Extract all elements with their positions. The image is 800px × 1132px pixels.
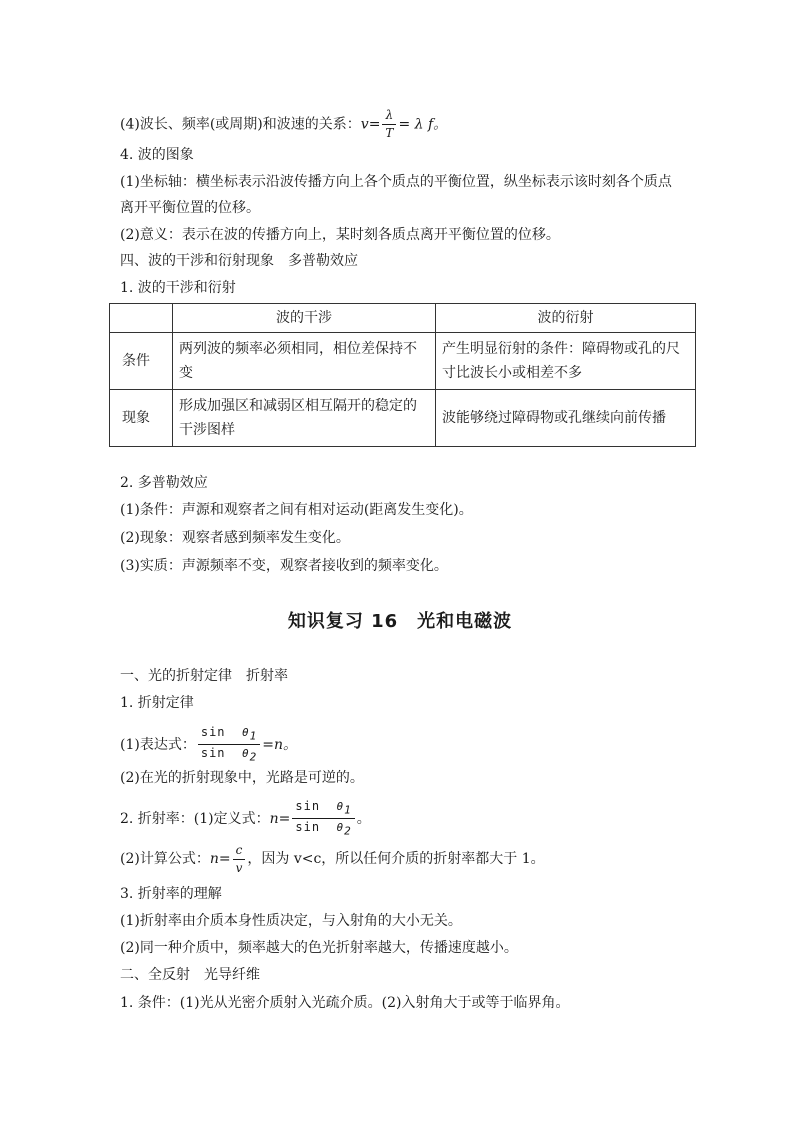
table-header-cell: [110, 304, 173, 333]
subheading: 1. 波的干涉和衍射: [120, 280, 236, 296]
table-cell: 产生明显衍射的条件：障碍物或孔的尺寸比波长小或相差不多: [436, 333, 696, 390]
fraction-c-over-v: [233, 842, 246, 877]
text: (2)计算公式：: [120, 851, 210, 867]
theta: θ: [241, 747, 250, 761]
wave-relation-line: [120, 107, 447, 142]
section-title: 知识复习 16 光和电磁波: [287, 611, 513, 632]
heading-wave-graph: 4. 波的图象: [120, 147, 194, 163]
paragraph: (1)坐标轴：横坐标表示沿波传播方向上各个质点的平衡位置，纵坐标表示该时刻各个质点: [120, 174, 672, 190]
text: (1)表达式：: [120, 736, 196, 753]
paragraph: 1. 条件：(1)光从光密介质射入光疏介质。(2)入射角大于或等于临界角。: [120, 995, 570, 1011]
sin-label: sin: [200, 725, 226, 739]
paragraph: 离开平衡位置的位移。: [120, 200, 260, 216]
table-row: [110, 390, 696, 447]
denominator: T: [385, 126, 394, 140]
table-cell: 形成加强区和减弱区相互隔开的稳定的干涉图样: [173, 390, 436, 447]
theta: θ: [241, 726, 250, 739]
text: 。: [356, 810, 371, 827]
numerator: [198, 724, 260, 745]
math-v: v: [360, 116, 369, 133]
text: (4)波长、频率(或周期)和波速的关系：: [120, 116, 361, 133]
table-header-cell: 波的干涉: [173, 304, 436, 333]
table-cell: 条件: [110, 333, 173, 390]
paragraph: (2)在光的折射现象中，光路是可逆的。: [120, 770, 364, 786]
table-row: [110, 333, 696, 390]
interference-diffraction-table: [109, 303, 696, 447]
denominator: v: [235, 860, 243, 875]
fraction-lambda-over-t: [382, 107, 396, 142]
math-n: n=: [269, 810, 291, 827]
theta: θ: [336, 800, 345, 813]
paragraph: (2)同一种介质中，频率越大的色光折射率越大，传播速度越小。: [120, 940, 518, 956]
numerator: c: [233, 842, 246, 860]
table-header-cell: 波的衍射: [436, 304, 696, 333]
subscript: 2: [344, 824, 352, 838]
subscript: 2: [249, 750, 258, 764]
text: =n。: [262, 736, 297, 753]
table-cell: 两列波的频率必须相同，相位差保持不变: [173, 333, 436, 390]
table-row: [110, 304, 696, 333]
sin-label: sin: [200, 746, 226, 761]
math-n: n=: [209, 851, 231, 867]
sin-fraction: [198, 724, 260, 766]
refraction-expression-line: [120, 724, 297, 766]
subheading: 1. 折射定律: [120, 695, 194, 711]
denominator: [198, 745, 260, 765]
section-heading: 四、波的干涉和衍射现象 多普勒效应: [120, 253, 358, 269]
refractive-index-formula-line: [120, 841, 545, 877]
text: ，因为 v<c，所以任何介质的折射率都大于 1。: [247, 851, 545, 867]
theta: θ: [336, 821, 345, 835]
table-cell: 现象: [110, 390, 173, 447]
paragraph: (3)实质：声源频率不变，观察者接收到的频率变化。: [120, 558, 448, 574]
paragraph: (2)现象：观察者感到频率发生变化。: [120, 530, 350, 546]
subscript: 1: [249, 729, 258, 743]
subheading: 3. 折射率的理解: [120, 886, 222, 902]
sin-label: sin: [295, 820, 321, 835]
text: = λ f。: [398, 116, 448, 133]
numerator: λ: [382, 107, 396, 125]
text: 2. 折射率：(1)定义式：: [120, 810, 270, 827]
numerator: [292, 798, 354, 819]
sin-label: sin: [295, 799, 321, 813]
denominator: [292, 819, 354, 839]
paragraph: (1)条件：声源和观察者之间有相对运动(距离发生变化)。: [120, 502, 473, 518]
sin-fraction: [292, 798, 354, 840]
refractive-index-definition-line: [120, 798, 371, 840]
paragraph: (2)意义：表示在波的传播方向上，某时刻各质点离开平衡位置的位移。: [120, 227, 560, 243]
section-heading: 二、全反射 光导纤维: [120, 967, 260, 983]
table-cell: 波能够绕过障碍物或孔继续向前传播: [436, 390, 696, 447]
subscript: 1: [344, 803, 352, 817]
subheading: 2. 多普勒效应: [120, 475, 208, 491]
section-heading: 一、光的折射定律 折射率: [120, 668, 288, 684]
text: =: [368, 116, 381, 133]
paragraph: (1)折射率由介质本身性质决定，与入射角的大小无关。: [120, 913, 462, 929]
